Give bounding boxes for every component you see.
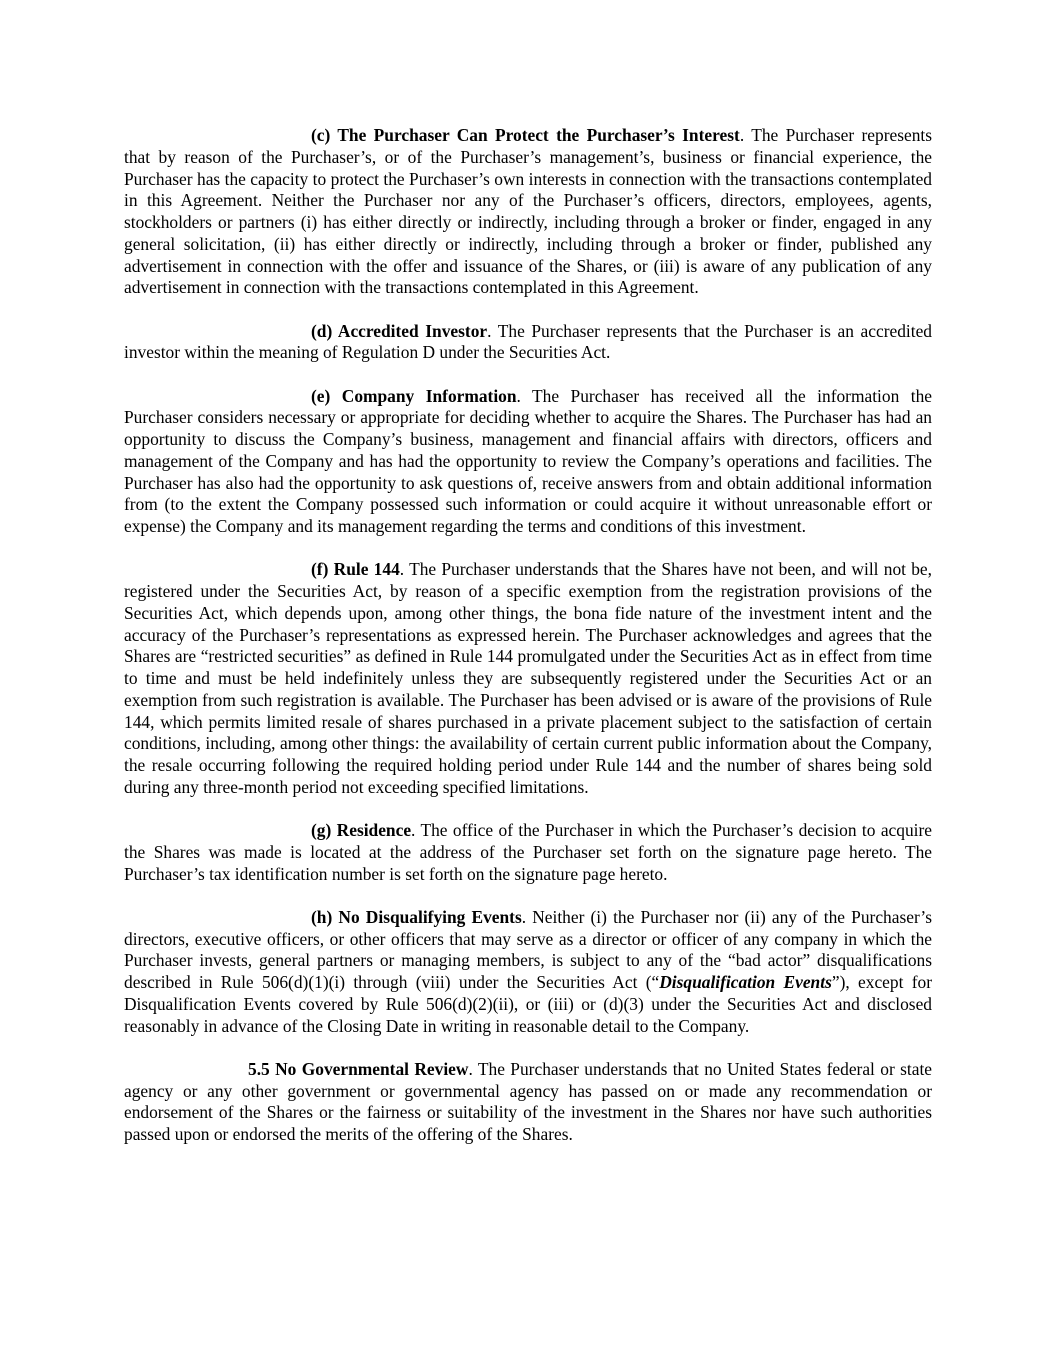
section-h-paragraph	[124, 907, 932, 1038]
section-c-heading: (c) The Purchaser Can Protect the Purchaser’s Interest	[311, 125, 740, 145]
section-d-heading: (d) Accredited Investor	[311, 320, 488, 341]
section-d-body: . The Purchaser represents that the Purchaser is an accredited investor within the meaning of Regulation D under the Securities Act.	[124, 320, 932, 363]
section-e-body: . The Purchaser has received all the information the Purchaser considers necessary or appropriate for deciding whether to acquire the Shares. The Purchaser has had an opportunity to discuss the Company’s business, management and financial affairs with directors, officers and management of the Company and has had the opportunity to review the Company’s operations and facilities. The Purchaser has also had the opportunity to ask questions of, receive answers from and obtain additional information from (to the extent the Company possessed such information or could acquire it without unreasonable effort or expense) the Company and its management regarding the terms and conditions of this investment.	[124, 385, 932, 536]
section-5-5-paragraph	[124, 1059, 932, 1146]
section-h-body-before: . Neither (i) the Purchaser nor (ii) any of the Purchaser’s directors, executive officers, or other officers that may serve as a director or officer of any company in which the Purchaser invests, general partners or managing members, is subject to any of the “bad actor” disqualifications described in Rule 506(d)(1)(i) through (viii) under the Securities Act (“	[124, 906, 932, 992]
defined-term-disqualification-events: Disqualification Events	[659, 972, 832, 992]
section-g-heading: (g) Residence	[311, 820, 412, 840]
section-e-heading: (e) Company Information	[311, 385, 517, 406]
section-f-body: . The Purchaser understands that the Shares have not been, and will not be, registered under the Securities Act, by reason of a specific exemption from the registration provisions of the Securities Act, which depends upon, among other things, the bona fide nature of the investment intent and the accuracy of the Purchaser’s representations as expressed herein. The Purchaser acknowledges and agrees that the Shares are “restricted securities” as defined in Rule 144 promulgated under the Securities Act as in effect from time to time and must be held indefinitely unless they are subsequently registered under the Securities Act or an exemption from such registration is available. The Purchaser has been advised or is aware of the provisions of Rule 144, which permits limited resale of shares purchased in a private placement subject to the satisfaction of certain conditions, including, among other things: the availability of certain current public information about the Company, the resale occurring following the required holding period under Rule 144 and the number of shares being sold during any three-month period not exceeding specified limitations.	[124, 559, 933, 797]
section-5-5-body: . The Purchaser understands that no United States federal or state agency or any other government or governmental agency has passed on or made any recommendation or endorsement of the Shares or the fairness or suitability of the investment in the Shares nor have such authorities passed upon or endorsed the merits of the offering of the Shares.	[124, 1058, 933, 1144]
section-h-body-after: ”), except for Disqualification Events covered by Rule 506(d)(2)(ii), or (iii) or (d)(3) under the Securities Act and disclosed reasonably in advance of the Closing Date in writing in reasonable detail to the Company.	[124, 972, 933, 1036]
section-f-paragraph	[124, 559, 932, 798]
section-5-5-heading: 5.5 No Governmental Review	[248, 1058, 469, 1079]
section-g-body: . The office of the Purchaser in which the Purchaser’s decision to acquire the Shares was made is located at the address of the Purchaser set forth on the signature page hereto. The Purchaser’s tax identification number is set forth on the signature page hereto.	[124, 820, 932, 884]
section-d-paragraph	[124, 321, 932, 365]
document-page	[124, 125, 932, 1167]
section-f-heading: (f) Rule 144	[311, 559, 400, 580]
section-h-heading: (h) No Disqualifying Events	[311, 906, 522, 927]
section-c-paragraph	[124, 125, 932, 299]
section-e-paragraph	[124, 386, 932, 538]
section-c-body: . The Purchaser represents that by reason of the Purchaser’s, or of the Purchaser’s management’s, business or financial experience, the Purchaser has the capacity to protect the Purchaser’s own interests in connection with the transactions contemplated in this Agreement. Neither the Purchaser nor any of the Purchaser’s officers, directors, employees, agents, stockholders or partners (i) has either directly or indirectly, including through a broker or finder, engaged in any general solicitation, (ii) has either directly or indirectly, including through a broker or finder, published any advertisement in connection with the offer and issuance of the Shares, or (iii) is aware of any publication of any advertisement in connection with the transactions contemplated in this Agreement.	[124, 125, 932, 298]
section-g-paragraph	[124, 820, 932, 885]
